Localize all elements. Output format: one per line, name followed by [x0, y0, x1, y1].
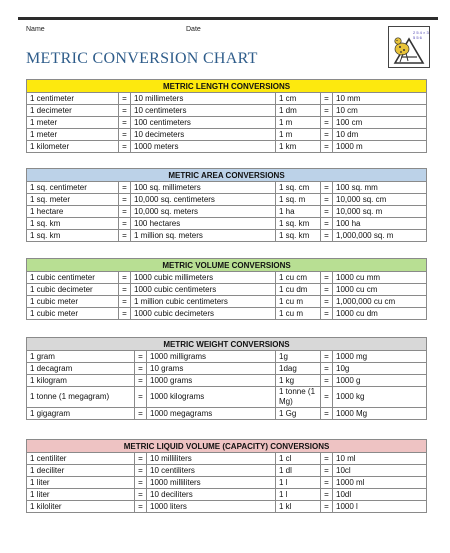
section-title: METRIC LIQUID VOLUME (CAPACITY) CONVERSIONS	[27, 440, 427, 453]
unit-abbrev: 1 l	[276, 489, 321, 501]
volume-table	[26, 258, 427, 320]
table-row	[27, 230, 427, 242]
abbrev-value: 1,000,000 sq. m	[333, 230, 427, 242]
unit-abbrev: 1 kg	[276, 375, 321, 387]
equivalent-value: 10 grams	[147, 363, 276, 375]
table-row	[27, 501, 427, 513]
table-row	[27, 453, 427, 465]
abbrev-value: 1000 cu dm	[333, 308, 427, 320]
unit-abbrev: 1 dl	[276, 465, 321, 477]
table-row	[27, 296, 427, 308]
table-row	[27, 465, 427, 477]
abbrev-value: 1000 mg	[333, 351, 427, 363]
unit-name: 1 meter	[27, 117, 119, 129]
equals-sign: =	[119, 230, 131, 242]
unit-name: 1 cubic meter	[27, 308, 119, 320]
unit-abbrev: 1 dm	[276, 105, 321, 117]
section-title: METRIC LENGTH CONVERSIONS	[27, 80, 427, 93]
length-table	[26, 79, 427, 153]
unit-abbrev: 1 cu dm	[276, 284, 321, 296]
equals-sign: =	[135, 375, 147, 387]
equivalent-value: 10 centimeters	[131, 105, 276, 117]
equals-sign: =	[119, 129, 131, 141]
table-row	[27, 351, 427, 363]
table-row	[27, 141, 427, 153]
unit-abbrev: 1 cu m	[276, 296, 321, 308]
equals-sign: =	[321, 351, 333, 363]
unit-name: 1 sq. centimeter	[27, 182, 119, 194]
unit-abbrev: 1 ha	[276, 206, 321, 218]
section-title: METRIC VOLUME CONVERSIONS	[27, 259, 427, 272]
table-row	[27, 93, 427, 105]
unit-name: 1 liter	[27, 477, 135, 489]
equals-sign: =	[321, 363, 333, 375]
page-title: METRIC CONVERSION CHART	[26, 50, 258, 67]
equals-sign: =	[321, 308, 333, 320]
abbrev-value: 10 mm	[333, 93, 427, 105]
unit-abbrev: 1 sq. m	[276, 194, 321, 206]
unit-name: 1 meter	[27, 129, 119, 141]
equivalent-value: 1000 liters	[147, 501, 276, 513]
abbrev-value: 1000 Mg	[333, 408, 427, 420]
equivalent-value: 1000 cubic centimeters	[131, 284, 276, 296]
date-label: Date	[186, 26, 201, 33]
equals-sign: =	[321, 296, 333, 308]
unit-name: 1 gigagram	[27, 408, 135, 420]
equivalent-value: 1000 meters	[131, 141, 276, 153]
equals-sign: =	[119, 284, 131, 296]
unit-name: 1 liter	[27, 489, 135, 501]
unit-abbrev: 1 Gg	[276, 408, 321, 420]
equals-sign: =	[321, 477, 333, 489]
abbrev-value: 100 sq. mm	[333, 182, 427, 194]
table-row	[27, 489, 427, 501]
equivalent-value: 1000 grams	[147, 375, 276, 387]
unit-name: 1 sq. meter	[27, 194, 119, 206]
abbrev-value: 1000 ml	[333, 477, 427, 489]
table-row	[27, 206, 427, 218]
unit-abbrev: 1 m	[276, 117, 321, 129]
equivalent-value: 1000 milliliters	[147, 477, 276, 489]
equals-sign: =	[321, 489, 333, 501]
unit-name: 1 hectare	[27, 206, 119, 218]
unit-name: 1 cubic meter	[27, 296, 119, 308]
equals-sign: =	[135, 387, 147, 408]
abbrev-value: 1000 cu mm	[333, 272, 427, 284]
equals-sign: =	[135, 363, 147, 375]
weight-table	[26, 337, 427, 420]
table-row	[27, 408, 427, 420]
table-row	[27, 105, 427, 117]
unit-abbrev: 1 sq. km	[276, 230, 321, 242]
equals-sign: =	[321, 501, 333, 513]
table-row	[27, 129, 427, 141]
equivalent-value: 10 centiliters	[147, 465, 276, 477]
unit-name: 1 deciliter	[27, 465, 135, 477]
unit-name: 1 kiloliter	[27, 501, 135, 513]
equals-sign: =	[321, 182, 333, 194]
table-row	[27, 272, 427, 284]
equals-sign: =	[321, 465, 333, 477]
name-label: Name	[26, 26, 45, 33]
area-table	[26, 168, 427, 242]
equals-sign: =	[321, 408, 333, 420]
equivalent-value: 1000 kilograms	[147, 387, 276, 408]
unit-name: 1 kilometer	[27, 141, 119, 153]
table-row	[27, 308, 427, 320]
abbrev-value: 10,000 sq. cm	[333, 194, 427, 206]
equivalent-value: 100 hectares	[131, 218, 276, 230]
abbrev-value: 10dl	[333, 489, 427, 501]
unit-name: 1 centimeter	[27, 93, 119, 105]
abbrev-value: 10 cm	[333, 105, 427, 117]
equivalent-value: 1000 megagrams	[147, 408, 276, 420]
abbrev-value: 1000 g	[333, 375, 427, 387]
equals-sign: =	[119, 182, 131, 194]
equals-sign: =	[321, 141, 333, 153]
section-title: METRIC AREA CONVERSIONS	[27, 169, 427, 182]
equivalent-value: 1 million sq. meters	[131, 230, 276, 242]
unit-name: 1 cubic decimeter	[27, 284, 119, 296]
equals-sign: =	[119, 141, 131, 153]
equivalent-value: 100 sq. millimeters	[131, 182, 276, 194]
equivalent-value: 1 million cubic centimeters	[131, 296, 276, 308]
table-row	[27, 363, 427, 375]
equals-sign: =	[135, 408, 147, 420]
table-row	[27, 375, 427, 387]
equals-sign: =	[321, 272, 333, 284]
equals-sign: =	[321, 284, 333, 296]
equals-sign: =	[119, 105, 131, 117]
top-rule	[18, 17, 438, 20]
unit-name: 1 centiliter	[27, 453, 135, 465]
unit-name: 1 decimeter	[27, 105, 119, 117]
liquid-table	[26, 439, 427, 513]
equivalent-value: 10 millimeters	[131, 93, 276, 105]
equals-sign: =	[119, 206, 131, 218]
equals-sign: =	[119, 93, 131, 105]
equals-sign: =	[135, 501, 147, 513]
unit-name: 1 sq. km	[27, 230, 119, 242]
unit-abbrev: 1 l	[276, 477, 321, 489]
unit-abbrev: 1dag	[276, 363, 321, 375]
abbrev-value: 10,000 sq. m	[333, 206, 427, 218]
unit-abbrev: 1 cu m	[276, 308, 321, 320]
equals-sign: =	[321, 387, 333, 408]
unit-abbrev: 1 cl	[276, 453, 321, 465]
equals-sign: =	[321, 218, 333, 230]
unit-name: 1 kilogram	[27, 375, 135, 387]
unit-abbrev: 1 cu cm	[276, 272, 321, 284]
section-title: METRIC WEIGHT CONVERSIONS	[27, 338, 427, 351]
equals-sign: =	[119, 308, 131, 320]
unit-abbrev: 1 sq. cm	[276, 182, 321, 194]
abbrev-value: 10 ml	[333, 453, 427, 465]
equals-sign: =	[119, 296, 131, 308]
unit-name: 1 tonne (1 megagram)	[27, 387, 135, 408]
equals-sign: =	[119, 272, 131, 284]
unit-name: 1 sq. km	[27, 218, 119, 230]
unit-name: 1 decagram	[27, 363, 135, 375]
equals-sign: =	[135, 351, 147, 363]
equivalent-value: 1000 cubic millimeters	[131, 272, 276, 284]
equivalent-value: 10 decimeters	[131, 129, 276, 141]
unit-name: 1 gram	[27, 351, 135, 363]
table-row	[27, 218, 427, 230]
table-row	[27, 477, 427, 489]
equivalent-value: 10 milliliters	[147, 453, 276, 465]
abbrev-value: 10cl	[333, 465, 427, 477]
equivalent-value: 100 centimeters	[131, 117, 276, 129]
abbrev-value: 10 dm	[333, 129, 427, 141]
equals-sign: =	[321, 129, 333, 141]
equivalent-value: 1000 milligrams	[147, 351, 276, 363]
unit-abbrev: 1 km	[276, 141, 321, 153]
equivalent-value: 10 deciliters	[147, 489, 276, 501]
equivalent-value: 1000 cubic decimeters	[131, 308, 276, 320]
equals-sign: =	[119, 218, 131, 230]
table-row	[27, 182, 427, 194]
table-row	[27, 284, 427, 296]
abbrev-value: 1000 l	[333, 501, 427, 513]
abbrev-value: 100 ha	[333, 218, 427, 230]
logo-digits: 2 5 4 × 3 5 5 6	[413, 30, 429, 40]
equals-sign: =	[135, 477, 147, 489]
equals-sign: =	[135, 453, 147, 465]
unit-abbrev: 1g	[276, 351, 321, 363]
abbrev-value: 1000 kg	[333, 387, 427, 408]
table-row	[27, 387, 427, 408]
equals-sign: =	[321, 194, 333, 206]
equals-sign: =	[119, 194, 131, 206]
unit-abbrev: 1 tonne (1 Mg)	[276, 387, 321, 408]
equals-sign: =	[321, 105, 333, 117]
equals-sign: =	[135, 465, 147, 477]
abbrev-value: 100 cm	[333, 117, 427, 129]
table-row	[27, 117, 427, 129]
equals-sign: =	[321, 93, 333, 105]
equals-sign: =	[321, 375, 333, 387]
unit-abbrev: 1 cm	[276, 93, 321, 105]
logo	[388, 26, 430, 68]
equals-sign: =	[321, 117, 333, 129]
equals-sign: =	[321, 230, 333, 242]
equals-sign: =	[321, 206, 333, 218]
equals-sign: =	[135, 489, 147, 501]
abbrev-value: 10g	[333, 363, 427, 375]
equivalent-value: 10,000 sq. meters	[131, 206, 276, 218]
equivalent-value: 10,000 sq. centimeters	[131, 194, 276, 206]
unit-name: 1 cubic centimeter	[27, 272, 119, 284]
table-row	[27, 194, 427, 206]
unit-abbrev: 1 m	[276, 129, 321, 141]
equals-sign: =	[321, 453, 333, 465]
unit-abbrev: 1 sq. km	[276, 218, 321, 230]
unit-abbrev: 1 kl	[276, 501, 321, 513]
abbrev-value: 1,000,000 cu cm	[333, 296, 427, 308]
abbrev-value: 1000 cu cm	[333, 284, 427, 296]
equals-sign: =	[119, 117, 131, 129]
abbrev-value: 1000 m	[333, 141, 427, 153]
